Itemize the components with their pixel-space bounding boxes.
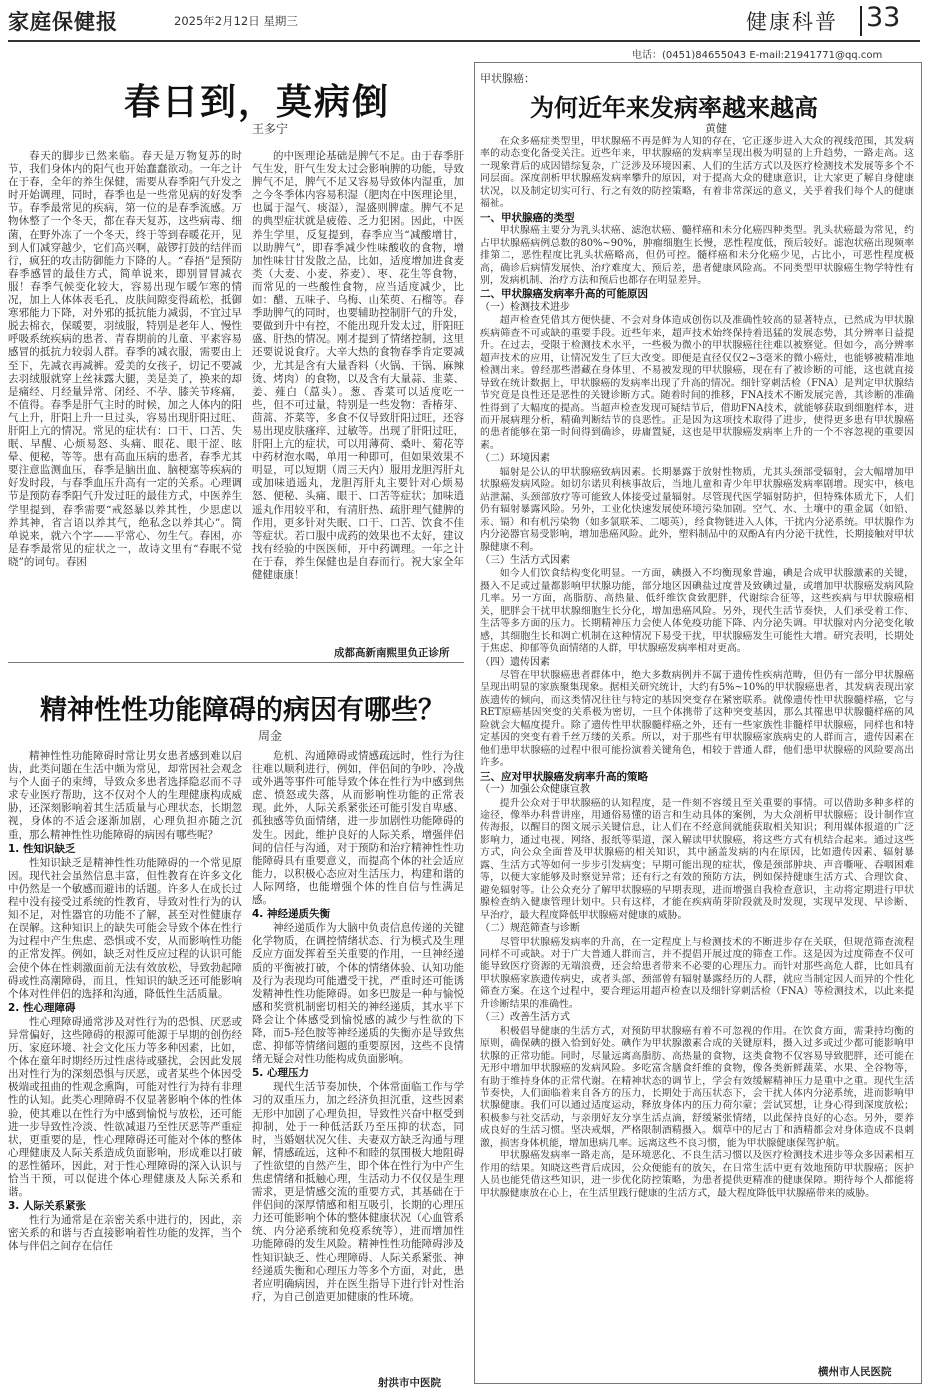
article2-col2-section-paragraph: 神经递质作为大脑中负责信息传递的关键化学物质，在调控情绪状态、行为模式及生理反应方面发挥着至关重要的作用，一旦神经递质的平衡被打破，个体的情绪体验、认知功能及行为表现均可能遭受干扰，严重时还可能诱发精神性性功能障碍。如多巴胺是一种与愉悦感和奖赏机制密切相关的神经递质，其水平下降会让个体感受到愉悦感的减少与性欲的下降，而5-羟色胺等神经递质的失衡亦是导致焦虑、抑郁等情绪问题的重要原因，这些不良情绪无疑会对性功能构成负面影响。: [252, 922, 464, 1066]
article2-author: 周金: [258, 729, 283, 743]
article3-section-heading: 三、应对甲状腺癌发病率升高的策略: [480, 770, 648, 783]
article3-subheading: （二）规范筛查与诊断: [480, 923, 580, 935]
article1-author: 王多宁: [252, 122, 289, 136]
article3-subheading: （一）检测技术进步: [480, 301, 570, 313]
article3-paragraph: 甲状腺癌主要分为乳头状癌、滤泡状癌、髓样癌和未分化癌四种类型。乳头状癌最为常见，约占甲状腺癌病例总数的80%~90%，肿瘤细胞生长慢，恶性程度低，预后较好。滤泡状癌出现频率排第二，恶性程度比乳头状癌略高，但仍可控。髓样癌和未分化癌少见，占比小，可恶性程度极高，确诊后病情发展快、治疗难度大、预后差，患者健康风险高。不同类型甲状腺癌生物学特性有别，发病机制、治疗方法和预后也都存在明显差异。: [480, 225, 914, 286]
article3-paragraph: 尽管甲状腺癌发病率的升高，在一定程度上与检测技术的不断进步存在关联，但规范筛查流程同样不可或缺。对于广大普通人群而言，并不提倡开展过度的筛查工作。这是因为过度筛查不仅可能导致医疗资源的无端浪费，还会给患者带来不必要的心理压力。而针对那些高危人群，比如具有甲状腺癌家族遗传病史，或者头部、颈部曾有辐射暴露经历的人群，就应当制定因人而异的个性化筛查方案。在这个过程中，要合理运用超声检查以及细针穿刺活检（FNA）等检测技术，以此来提升诊断结果的准确性。: [480, 936, 914, 1010]
article3-source: 横州市人民医院: [818, 1366, 892, 1378]
issue-date: 2025年2月12日 星期三: [174, 14, 298, 28]
article3-subheading: （三）生活方式因素: [480, 554, 570, 566]
masthead: [0, 0, 930, 44]
section-name: 健康科普: [746, 10, 838, 34]
article2-intro: 精神性性功能障碍时常让男女患者感到难以启齿，此类问题在生活中颇为常见，却常因社会观念与个人面子的束缚，导致众多患者选择隐忍而不寻求专业医疗帮助，这不仅对个人的生理健康构成威胁，还深刻影响着其生活质量与心理状态，长期忽视，身体的不适会逐渐加剧，心理负担亦随之沉重，那么精神性性功能障碍的病因有哪些呢？: [8, 750, 242, 841]
article1-text-1: 春天的脚步已然来临。春天是万物复苏的时节，我们身体内的阳气也开始蠢蠢欲动。一年之计在于春，全年的养生保健，需要从春季阳气升发之时开始调理，同时，春季也是一些常见病的好发季节。春季最常见的疾病，第一位的是春季流感。万物休整了一个冬天，都在春天复苏，这些病毒、细菌，在野外冻了一个冬天，终于等到春暖花开，见到人们减穿越少，它们高兴啊，敲锣打鼓的结伴而行，疯狂的攻击防御能力下降的人。“春捂”是预防春季感冒的最佳方式，简单说来，即别冒冒减衣服！春季气候变化较大，容易出现乍暖乍寒的情况，加上人体体表毛孔、皮肤间隙变得疏松，抵御寒邪能力下降，对外邪的抵抗能力减弱，不宜过早脱去棉衣，保暖要，羽绒服，特别是老年人、慢性呼吸系统疾病的患者、青春期前的儿童、平素容易感冒的抵抗力较弱人群。春季的减衣服，需要由上至下，先减衣再减裤。爱美的女孩子，切记不要减去羽绒服就穿上丝袜露大腿，美是美了，换来的却是痛经、月经量异常、闭经、不孕、膝关节疼痛，不值得。春季是肝气主时的时候，加之人体内的阳气上升，肝阳上升一旦过头，容易出现肝阳过旺、肝阳上亢的情况。常见的症状有：口干、口苦、失眠、早醒、心烦易怒、头痛、眼花、眼干涩、眩晕、便秘，等等。患有高血压病的患者，春季尤其要注意监测血压，春季是脑出血、脑梗塞等疾病的好发时段，与春季血压升高有一定的关系。心理调节是预防春季阳气升发过旺的最佳方式，中医养生学里提到，春季需要“戒怒暴以养其性，少思虑以养其神，省言语以养其气，绝私念以养其心”。简单说来，就六个字——平常心、勿生气。春困，亦是春季最常见的症状之一，故诗文里有“春眠不觉晓”的词句。春困: [8, 150, 242, 568]
contact-info: 电话：(0451)84655043 E-mail:21941771@qq.com: [632, 50, 883, 61]
article3-section-heading: 一、甲状腺癌的类型: [480, 211, 575, 224]
article3-body: [480, 136, 914, 1364]
article1-column-2: [252, 150, 464, 630]
page-number: 33: [866, 2, 901, 33]
article3-paragraph: 甲状腺癌发病率一路走高，是环境恶化、不良生活习惯以及医疗检测技术进步等众多因素相互作用的结果。知晓这些背后成因，公众便能有的放矢，在日常生活中更有效地预防甲状腺癌；医护人员也能凭借这些知识，进一步优化防控策略，为患者提供更精准的健康保障。期待每个人都能将甲状腺健康放在心上，在生活里践行健康的生活方式，最大程度降低甲状腺癌带来的威胁。: [480, 1150, 914, 1199]
article2-col2-section-heading: 5. 心理压力: [252, 1067, 309, 1080]
article2-col1-section-paragraph: 性心理障碍通常涉及对性行为的恐惧、厌恶或异常偏好，这些障碍的根源可能源于早期的创伤经历、家庭环境、社会文化压力等多种因素，比如，个体在童年时期经历过性虐待或骚扰，会因此发展出对性行为的深刻恐惧与厌恶，或者某些个体因受极端或扭曲的性观念熏陶，可能对性行为持有非理性的认知。此类心理障碍不仅显著影响个体的性体验，使其难以在性行为中感到愉悦与放松，还可能进一步导致性冷淡、性欲减退乃至性厌恶等严重症状，更重要的是，性心理障碍还可能对个体的整体心理健康及人际关系造成负面影响，形成难以打破的恶性循环，因此，对于性心理障碍的深入认识与恰当干预，可以促进个体心理健康及人际关系和谐。: [8, 1015, 242, 1199]
article2-col1-section-heading: 2. 性心理障碍: [8, 1001, 76, 1014]
article3-author: 黄健: [705, 122, 727, 135]
masthead-rule: [8, 40, 920, 42]
article2-col2-section-paragraph: 现代生活节奏加快，个体常面临工作与学习的双重压力，加之经济负担沉重，这些因素无形中加剧了心理负担，导致性兴奋中枢受到抑制，处于一种低活跃乃至压抑的状态，同时，当婚姻状况欠佳、夫妻双方缺乏沟通与理解，情感疏远，这种不和睦的氛围极大地阻碍了性欲望的自然产生，即个体在性行为中产生焦虑情绪和抵触心理，生活动力不仅仅是生理需求，更是情感交流的重要方式，其基础在于伴侣间的深厚情感和相互吸引，长期的心理压力还可能影响个体的整体健康状况（心血管系统、内分泌系统和免疫系统等），进而增加性功能障碍的发生风险。精神性性功能障碍涉及性知识缺乏、性心理障碍、人际关系紧张、神经递质失衡和心理压力等多个方面，对此，患者应明确病因，并在医生指导下进行针对性治疗，为自己创造更加健康的性环境。: [252, 1081, 464, 1303]
article3-paragraph: 提升公众对于甲状腺癌的认知程度，是一件刻不容缓且至关重要的事情。可以借助多种多样的途径，像举办科普讲座，用通俗易懂的语言和生动具体的案例，为大众剖析甲状腺癌；设计制作宣传海报，以醒目的图文展示关键信息，让人们在不经意间就能获取相关知识；利用媒体报道的广泛影响力，通过电视、网络、报纸等渠道，深入解读甲状腺癌，将这些方式有机结合起来。通过这些方式，向公众全面普及甲状腺癌的相关知识，其中涵盖发病的内在原因，比如遗传因素、辐射暴露、生活方式等如何一步步引发病变；早期可能出现的症状，像是颈部肿块、声音嘶哑、吞咽困难等，以便大家能够及时察觉异常；还有行之有效的预防方法，例如保持健康生活方式、合理饮食、避免辐射等。让公众充分了解甲状腺癌的早期表现，进而增强自我检查意识，主动将定期进行甲状腺检查纳入健康管理计划中。只有这样，才能在疾病萌芽阶段就及时发现，实现早发现、早诊断、早治疗，最大程度降低甲状腺癌对健康的威胁。: [480, 797, 914, 921]
article1-column-1: [8, 150, 242, 650]
article3-title: 为何近年来发病率越来越高: [530, 94, 818, 122]
article1-source: 成都高新南熙里负正诊所: [334, 647, 450, 659]
article3-subheading: （三）改善生活方式: [480, 1012, 570, 1024]
article2-col1-section-paragraph: 性知识缺乏是精神性性功能障碍的一个常见原因。现代社会虽然信息丰富，但性教育在许多文化中仍然是一个敏感而避讳的话题。许多人在成长过程中没有接受过系统的性教育，导致对性行为的认知不足，对性器官的功能不了解，甚至对性健康存在误解。这种知识上的缺失可能会导致个体在性行为过程中产生焦虑、恐惧或不安，从而影响性功能的正常发挥。例如，缺乏对性反应过程的认识可能会使个体在性刺激面前无法有效放松，导致勃起障碍或性高潮障碍，而且，性知识的缺乏还可能影响个体对性伴侣的选择和沟通，降低性生活质量。: [8, 856, 242, 1000]
masthead-divider: [860, 6, 862, 36]
article3-paragraph: 辐射是公认的甲状腺癌致病因素。长期暴露于放射性物质，尤其头颈部受辐射，会大幅增加甲状腺癌发病风险。如切尔诺贝利核事故后，当地儿童和青少年甲状腺癌发病率剧增。现实中，核电站泄漏、头颈部放疗等可能致人体接受过量辐射。尽管现代医学辐射防护，但特殊体质尤下，人们仍有辐射暴露风险。另外，工业化快速发展使环境污染加剧。空气、水、土壤中的重金属（如铅、汞、镉）和有机污染物（如多氯联苯、二噁英），经食物链进入人体，干扰内分泌系统。甲状腺作为内分泌器官易受影响，增加患癌风险。此外，塑料制品中的双酚A有内分泌干扰性，长期接触对甲状腺健康不利。: [480, 466, 914, 553]
article2-column-1: [8, 750, 242, 1370]
article2-col2-section-heading: 4. 神经递质失衡: [252, 908, 330, 921]
article2-col1-section-heading: 1. 性知识缺乏: [8, 842, 76, 855]
article2-col1-section-heading: 3. 人际关系紧张: [8, 1200, 86, 1213]
article3-paragraph: 如今人们饮食结构变化明显。一方面，碘摄入不均衡现象普遍，碘是合成甲状腺激素的关键，摄入不足或过量都影响甲状腺功能，部分地区因碘盐过度普及致碘过量，或增加甲状腺癌发病风险几率。另一方面，高脂肪、高热量、低纤维饮食致肥胖，代谢综合征等，这些疾病与甲状腺癌相关，肥胖会干扰甲状腺细胞生长分化，增加患癌风险。另外，现代生活节奏快，人们承受着工作、生活等多方面的压力。长期精神压力会使人体免疫功能下降、内分泌失调。甲状腺对内分泌变化敏感，其细胞生长和凋亡机制在这种情况下易受干扰，甲状腺癌发生可能性大增。研究表明，长期处于焦虑、抑郁等负面情绪的人群，甲状腺癌发病率相对更高。: [480, 568, 914, 655]
article3-paragraph: 在众多癌症类型里，甲状腺癌不再是鲜为人知的存在，它正逐步进入大众的视线范围，其发病率的动态变化备受关注。近些年来，甲状腺癌的发病率呈现出极为明显的上升趋势，一路走高。这一现象背后的成因错综复杂，广泛涉及环境因素、人们的生活方式以及医疗检测技术发展等多个不同层面。深度剖析甲状腺癌发病率攀升的原因，对于提高大众的健康意识，让大家更了解自身健康状况，以及制定切实可行、行之有效的防控策略，有着非常深远的意义，关乎着我们每个人的健康福祉。: [480, 136, 914, 210]
article3-paragraph: 积极倡导健康的生活方式，对预防甲状腺癌有着不可忽视的作用。在饮食方面，需秉持均衡的原则，确保碘的摄入恰到好处。碘作为甲状腺激素合成的关键原料，摄入过多或过少都可能影响甲状腺的正常功能。同时，尽量远离高脂肪、高热量的食物，这类食物不仅容易导致肥胖，还可能在无形中增加甲状腺癌的发病风险。多吃富含膳食纤维的食物，像各类新鲜蔬菜、水果、全谷物等，有助于维持身体的正常代谢。在精神状态的调节上，学会有效缓解精神压力是重中之重。现代生活节奏快，人们面临着来自各方的压力，长期处于高压状态下，会干扰人体内分泌系统，进而影响甲状腺健康。我们可以通过适度运动，释放身体内的压力荷尔蒙；尝试冥想，让身心得到深度放松；积极参与社交活动，与亲朋好友分享生活点滴，舒缓紧张情绪，以此保持良好的心态。另外，要养成良好的生活习惯。坚决戒烟，严格限制酒精摄入。烟草中的尼古丁和酒精都会对身体造成不良刺激，损害身体机能，增加患病几率。远离这些不良习惯，能为甲状腺健康保驾护航。: [480, 1025, 914, 1149]
article-divider: [8, 662, 464, 663]
newspaper-name: 家庭保健报: [8, 10, 118, 34]
article1-text-2: 的中医理论基础是脾气不足。由于春季肝气生发，肝气生发太过会影响脾的功能，导致脾气不足，脾气不足又容易导致体内湿重，加之今冬季体内容易积湿（肥肉在中医理论里，也属于湿气、痰湿），湿盛则脾虚。脾气不足的典型症状就是疲倦、乏力犯困。因此，中医养生学里，反复提到，春季应当“减酸增甘，以助脾气”，即春季减少性味酸收的食物，增加性味甘甘发散之品，比如，适度增加进食麦类（大麦、小麦、荞麦）、枣、花生等食物，而常见的一些酸性食物，应当适度减少，比如：醋、五味子、乌梅、山茱萸、石榴等。春季助脾气的同时，也要辅助控制肝气的升发，要做到升中有控，不能出现升发太过，肝阳旺盛、肝热的情况。刚才提到了情绪控制，这里还要说说食疗。大辛大热的食物春季肯定要减少，尤其是含有大量香料（火锅、干锅、麻辣烫、烤肉）的食物，以及含有大量蒜、韭菜、姜、薤白（藠头）。葱、香菜可以适度吃一些，但不可过量，特别是一些发物：香椿芽、茴蒿、芥菜等，多食不仅导致肝阳过旺，还容易出现皮肤瘙痒、过敏等。出现了肝阳过旺，肝阳上亢的症状，可以用薄荷、桑叶、菊花等中药材泡水喝，单用一种即可，但如果效果不明显，可以短期（周三天内）服用龙胆泻肝丸或加味逍遥丸，龙胆泻肝丸主要针对心烦易怒、便秘、头痛、眼干、口苦等症状；加味逍遥丸作用较平和，有清肝热、疏肝理气健脾的作用，更多针对失眠、口干、口苦、饮食不佳等症状。若口服中成药的效果也不太好，建议找有经验的中医医师，开中药调理。一年之计在于春，养生保健也是自春而行。祝大家全年健健康康！: [252, 150, 464, 581]
article3-paragraph: 超声检查凭借其方便快捷、不会对身体造成创伤以及准确性较高的显著特点，已然成为甲状腺疾病筛查不可或缺的重要手段。近些年来，超声技术始终保持着迅猛的发展态势，其分辨率日益提升。在过去，受限于检测技术水平，一些极为微小的甲状腺癌往往难以被察觉。但如今，高分辨率超声技术的应用，让情况发生了巨大改变。即便是直径仅仅2~3毫米的微小癌灶，也能够被精准地检测出来。曾经那些潜藏在身体里、不易被发现的甲状腺癌，现在有了被诊断的可能，这也就直接导致在统计数据上，甲状腺癌的发病率出现了升高的情况。细针穿刺活检（FNA）是判定甲状腺结节究竟是良性还是恶性的关键诊断方式。随着时间的推移，FNA技术不断发展完善，其诊断的准确性得到了大幅度的提高。当超声检查发现可疑结节后，借助FNA技术，就能够获取到细胞样本，进而开展病理分析，精确判断结节的良恶性。正是因为这项技术取得了进步，使得更多患有甲状腺癌的患者能够在第一时间得到确诊，毋庸置疑，这也是甲状腺癌发病率上升的一个不容忽视的重要因素。: [480, 315, 914, 451]
article3-paragraph: 尽管在甲状腺癌患者群体中，绝大多数病例并不属于遗传性疾病范畴，但仍有一部分甲状腺癌呈现出明显的家族聚集现象。据相关研究统计，大约有5%~10%的甲状腺癌患者，其发病表现出家族遗传的倾向，而这类情况往往与特定的基因突变存在紧密联系。就像遗传性甲状腺髓样癌，它与RET原癌基因突变的关系极为密切，一旦个体携带了这种突变基因，那么其罹患甲状腺髓样癌的风险就会大幅度提升。除了遗传性甲状腺髓样癌之外，还有一些家族性非髓样甲状腺癌，同样也和特定基因的突变有着千丝万缕的关系。所以，对于那些有甲状腺癌家族病史的人群而言，遗传因素在他们患甲状腺癌的过程中很可能扮演着关键角色，相较于普通人群，他们患甲状腺癌的风险要高出许多。: [480, 670, 914, 769]
article3-kicker: 甲状腺癌：: [480, 72, 535, 85]
article3-section-heading: 二、甲状腺癌发病率升高的可能原因: [480, 288, 648, 301]
article2-source: 射洪市中医院: [378, 1377, 441, 1389]
article2-col1-section-paragraph: 性行为通常是在亲密关系中进行的，因此，亲密关系的和谐与否直接影响着性功能的发挥，当个体与伴侣之间存在信任: [8, 1214, 242, 1253]
article1-title: 春日到，莫病倒: [124, 82, 391, 123]
article2-column-2: [252, 750, 464, 1360]
article2-text-2: 危机、沟通障碍或情感疏远时，性行为往往难以顺利进行，例如，伴侣间的争吵、冷战或外遇等事件可能导致个体在性行为中感到焦虑、愤怒或失落，从而影响性功能的正常表现。此外，人际关系紧张还可能引发自卑感、孤独感等负面情绪，进一步加剧性功能障碍的发生。因此，维护良好的人际关系，增强伴侣间的信任与沟通，对于预防和治疗精神性性功能障碍具有重要意义，而提高个体的社会适应能力，以积极心态应对生活压力，构建和谐的人际网络，也能增强个体的性自信与性满足感。: [252, 750, 464, 907]
article2-title: 精神性性功能障碍的病因有哪些？: [40, 695, 445, 726]
article3-subheading: （二）环境因素: [480, 453, 550, 465]
article3-subheading: （四）遗传因素: [480, 656, 550, 668]
article3-subheading: （一）加强公众健康宣教: [480, 784, 590, 796]
